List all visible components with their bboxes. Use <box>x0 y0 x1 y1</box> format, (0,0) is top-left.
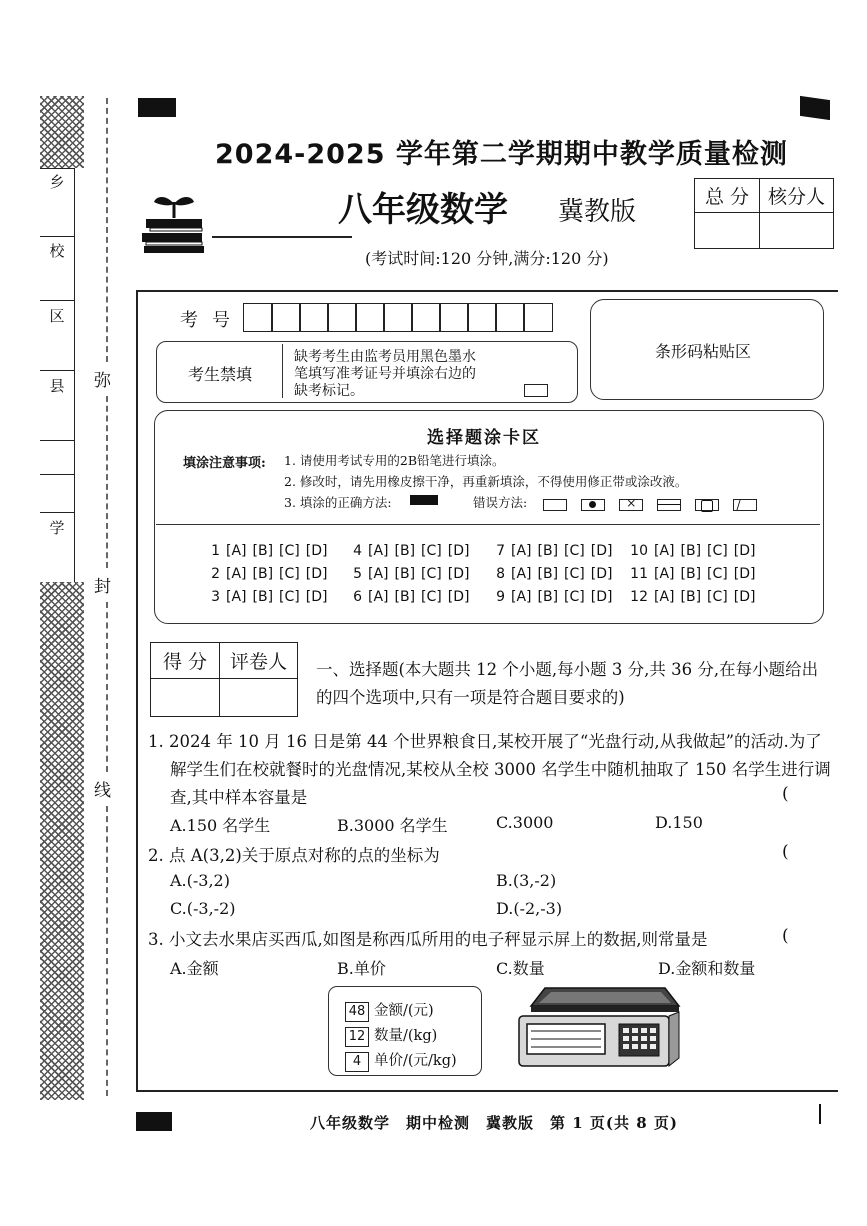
answer-option-d[interactable]: [D] <box>305 566 328 582</box>
answer-option-a[interactable]: [A] <box>226 566 247 582</box>
answer-row-5[interactable] <box>342 566 475 582</box>
exam-id-box-8[interactable] <box>439 303 469 332</box>
q3-option-b: B.单价 <box>337 959 386 978</box>
answer-row-12[interactable] <box>628 589 761 605</box>
answer-option-a[interactable]: [A] <box>226 589 247 605</box>
exam-id-box-4[interactable] <box>327 303 357 332</box>
section-grader-cell[interactable] <box>220 679 298 717</box>
answer-option-c[interactable]: [C] <box>279 543 300 559</box>
answer-number: 6 <box>353 589 362 605</box>
book-plant-icon <box>140 192 208 254</box>
answer-option-c[interactable]: [C] <box>707 543 728 559</box>
exam-id-box-2[interactable] <box>271 303 301 332</box>
q3-stem: 3. 小文去水果店买西瓜,如图是称西瓜所用的电子秤显示屏上的数据,则常量是 <box>148 930 708 949</box>
q3-option-c: C.数量 <box>496 959 545 978</box>
wrong-example-cross: × <box>619 499 643 511</box>
display-row-amount <box>345 999 434 1022</box>
binding-margin-hatch-top <box>40 96 84 168</box>
exam-id-box-11[interactable] <box>523 303 553 332</box>
answer-number: 5 <box>353 566 362 582</box>
answer-option-d[interactable]: [D] <box>733 543 756 559</box>
answer-option-b[interactable]: [B] <box>680 543 702 559</box>
q1-line-1: 1. 2024 年 10 月 16 日是第 44 个世界粮食日,某校开展了“光盘行动,从我做起”的活动.为了 <box>148 732 822 751</box>
electronic-scale-image <box>515 984 683 1070</box>
subject-title: 八年级数学 <box>338 190 508 230</box>
q2-stem: 2. 点 A(3,2)关于原点对称的点的坐标为 <box>148 846 440 865</box>
forbidden-divider <box>282 344 283 398</box>
seal-line-2 <box>106 396 108 568</box>
answer-number: 8 <box>496 566 505 582</box>
q1-option-b: B.3000 名学生 <box>337 816 448 835</box>
q1-line-2: 解学生们在校就餐时的光盘情况,某校从全校 3000 名学生中随机抽取了 150 名学生进行调 <box>170 760 831 779</box>
exam-id-box-6[interactable] <box>383 303 413 332</box>
answer-option-d[interactable]: [D] <box>733 566 756 582</box>
margin-cell-5 <box>40 440 74 477</box>
answer-option-b[interactable]: [B] <box>537 589 559 605</box>
registration-mark-bottom-left <box>136 1112 172 1131</box>
fill-notes-label: 填涂注意事项: <box>183 456 266 471</box>
mc-divider <box>156 524 820 525</box>
display-row-quantity <box>345 1024 437 1047</box>
answer-row-2[interactable] <box>200 566 333 582</box>
wrong-example-slash: / <box>733 499 757 511</box>
q1-line-3: 查,其中样本容量是 <box>170 788 308 807</box>
wrong-example-partial <box>695 499 719 511</box>
answer-option-d[interactable]: [D] <box>447 589 470 605</box>
answer-number: 3 <box>211 589 220 605</box>
margin-cell-6 <box>40 474 74 511</box>
answer-option-a[interactable]: [A] <box>511 566 532 582</box>
q3-option-a: A.金额 <box>170 959 219 978</box>
correct-fill-example <box>410 495 438 505</box>
answer-option-c[interactable]: [C] <box>421 566 442 582</box>
q1-option-a: A.150 名学生 <box>170 816 271 835</box>
total-score-label: 总 分 <box>695 179 760 213</box>
q1-option-d: D.150 <box>655 813 703 832</box>
answer-option-a[interactable]: [A] <box>654 566 675 582</box>
margin-cell-2: 校 <box>40 236 74 277</box>
header-rule <box>212 236 352 238</box>
answer-option-a[interactable]: [A] <box>226 543 247 559</box>
wrong-example-empty <box>543 499 567 511</box>
margin-cell-1: 乡 <box>49 173 65 191</box>
answer-row-10[interactable] <box>628 543 761 559</box>
answer-number: 7 <box>496 543 505 559</box>
seal-line-4 <box>106 806 108 1096</box>
section-score-cell[interactable] <box>151 679 220 717</box>
wrong-method-label: 错误方法: <box>473 495 528 510</box>
answer-option-c[interactable]: [C] <box>421 589 442 605</box>
answer-row-3[interactable] <box>200 589 333 605</box>
seal-char-mi: 弥 <box>94 371 111 391</box>
exam-title: 2024-2025 学年第二学期期中教学质量检测 <box>215 139 788 170</box>
answer-option-a[interactable]: [A] <box>511 543 532 559</box>
answer-number: 10 <box>630 543 648 559</box>
exam-id-box-5[interactable] <box>355 303 385 332</box>
answer-row-8[interactable] <box>485 566 618 582</box>
display-row-unit-price <box>345 1049 457 1072</box>
margin-cell-3: 区 <box>40 300 74 341</box>
answer-option-c[interactable]: [C] <box>564 543 585 559</box>
display-value-quantity: 12 <box>345 1027 369 1047</box>
answer-option-b[interactable]: [B] <box>537 543 559 559</box>
answer-option-c[interactable]: [C] <box>707 566 728 582</box>
q3-answer-paren[interactable]: ( <box>782 926 789 946</box>
fill-note-1: 1. 请使用考试专用的2B铅笔进行填涂。 <box>284 453 505 468</box>
score-checker-label: 核分人 <box>760 179 834 213</box>
answer-option-d[interactable]: [D] <box>733 589 756 605</box>
display-label-quantity: 数量/(kg) <box>374 1028 438 1044</box>
forbidden-label: 考生禁填 <box>188 365 253 384</box>
answer-option-d[interactable]: [D] <box>305 543 328 559</box>
total-score-cell[interactable] <box>695 213 760 249</box>
exam-id-box-1[interactable] <box>243 303 273 332</box>
answer-option-b[interactable]: [B] <box>537 566 559 582</box>
q3-option-d: D.金额和数量 <box>658 959 756 978</box>
answer-number: 1 <box>211 543 220 559</box>
section-heading-line-2: 的四个选项中,只有一项是符合题目要求的) <box>316 688 625 707</box>
section-score-table <box>150 642 298 717</box>
score-checker-cell[interactable] <box>760 213 834 249</box>
forbidden-text-3: 缺考标记。 <box>294 383 364 399</box>
answer-option-b[interactable]: [B] <box>394 566 416 582</box>
seal-char-feng: 封 <box>94 577 111 597</box>
answer-option-b[interactable]: [B] <box>252 566 274 582</box>
answer-option-c[interactable]: [C] <box>707 589 728 605</box>
answer-option-b[interactable]: [B] <box>680 589 702 605</box>
answer-option-c[interactable]: [C] <box>564 566 585 582</box>
answer-option-c[interactable]: [C] <box>564 589 585 605</box>
answer-option-b[interactable]: [B] <box>252 589 274 605</box>
binding-margin-hatch-bottom <box>40 582 84 1100</box>
answer-option-a[interactable]: [A] <box>511 589 532 605</box>
margin-cell-7: 学 <box>40 512 74 547</box>
forbidden-text-1: 缺考考生由监考员用黑色墨水 <box>294 349 476 365</box>
seal-line-1 <box>106 98 108 362</box>
q1-answer-paren[interactable]: ( <box>782 784 789 804</box>
answer-option-c[interactable]: [C] <box>421 543 442 559</box>
wrong-example-line <box>657 499 681 511</box>
answer-row-4[interactable] <box>342 543 475 559</box>
total-score-table <box>694 178 834 249</box>
exam-id-box-3[interactable] <box>299 303 329 332</box>
seal-line-3 <box>106 602 108 772</box>
display-value-unit-price: 4 <box>345 1052 369 1072</box>
fill-note-3: 3. 填涂的正确方法: <box>284 495 392 510</box>
exam-time-info: (考试时间:120 分钟,满分:120 分) <box>365 249 609 268</box>
answer-number: 4 <box>353 543 362 559</box>
seal-char-xian: 线 <box>94 781 111 801</box>
absence-mark-box[interactable] <box>524 384 548 397</box>
answer-row-1[interactable] <box>200 543 333 559</box>
answer-row-11[interactable] <box>628 566 761 582</box>
section-heading-line-1: 一、选择题(本大题共 12 个小题,每小题 3 分,共 36 分,在每小题给出 <box>316 660 819 679</box>
exam-id-box-9[interactable] <box>467 303 497 332</box>
answer-option-a[interactable]: [A] <box>368 543 389 559</box>
answer-option-b[interactable]: [B] <box>394 589 416 605</box>
wrong-fill-examples <box>543 494 766 513</box>
edition-label: 冀教版 <box>558 197 637 227</box>
answer-row-9[interactable] <box>485 589 618 605</box>
answer-option-a[interactable]: [A] <box>654 589 675 605</box>
q2-option-a: A.(-3,2) <box>170 871 230 890</box>
answer-option-d[interactable]: [D] <box>305 589 328 605</box>
fill-note-2: 2. 修改时，请先用橡皮擦干净，再重新填涂，不得使用修正带或涂改液。 <box>284 474 688 489</box>
exam-id-box-7[interactable] <box>411 303 441 332</box>
scale-display-panel <box>328 986 482 1076</box>
registration-mark-top-right <box>800 96 830 120</box>
answer-row-7[interactable] <box>485 543 618 559</box>
display-value-amount: 48 <box>345 1002 369 1022</box>
section-score-label: 得 分 <box>151 643 220 679</box>
answer-option-d[interactable]: [D] <box>590 543 613 559</box>
answer-number: 12 <box>630 589 648 605</box>
registration-mark-top-left <box>138 98 176 117</box>
answer-option-d[interactable]: [D] <box>590 566 613 582</box>
answer-option-b[interactable]: [B] <box>680 566 702 582</box>
answer-option-b[interactable]: [B] <box>394 543 416 559</box>
q1-option-c: C.3000 <box>496 813 554 832</box>
q2-answer-paren[interactable]: ( <box>782 842 789 862</box>
forbidden-text-2: 笔填写准考证号并填涂右边的 <box>294 366 476 382</box>
mc-area-title: 选择题涂卡区 <box>427 428 541 448</box>
answer-option-b[interactable]: [B] <box>252 543 274 559</box>
section-grader-label: 评卷人 <box>220 643 298 679</box>
q2-option-c: C.(-3,-2) <box>170 899 236 918</box>
answer-option-a[interactable]: [A] <box>368 589 389 605</box>
exam-id-box-10[interactable] <box>495 303 525 332</box>
answer-option-a[interactable]: [A] <box>654 543 675 559</box>
margin-cell-4: 县 <box>40 370 74 407</box>
answer-option-c[interactable]: [C] <box>279 566 300 582</box>
display-label-unit-price: 单价/(元/kg) <box>374 1053 457 1069</box>
answer-option-a[interactable]: [A] <box>368 566 389 582</box>
registration-mark-bottom-right <box>819 1104 821 1124</box>
answer-number: 2 <box>211 566 220 582</box>
answer-number: 9 <box>496 589 505 605</box>
display-label-amount: 金额/(元) <box>374 1003 434 1019</box>
exam-id-label: 考号 <box>180 310 244 331</box>
answer-row-6[interactable] <box>342 589 475 605</box>
answer-number: 11 <box>630 566 648 582</box>
answer-option-c[interactable]: [C] <box>279 589 300 605</box>
answer-option-d[interactable]: [D] <box>590 589 613 605</box>
answer-option-d[interactable]: [D] <box>447 543 470 559</box>
wrong-example-dot <box>581 499 605 511</box>
page-footer: 八年级数学 期中检测 冀教版 第 1 页(共 8 页) <box>310 1114 678 1132</box>
answer-option-d[interactable]: [D] <box>447 566 470 582</box>
q2-option-b: B.(3,-2) <box>496 871 557 890</box>
barcode-label: 条形码粘贴区 <box>655 342 752 361</box>
q2-option-d: D.(-2,-3) <box>496 899 563 918</box>
